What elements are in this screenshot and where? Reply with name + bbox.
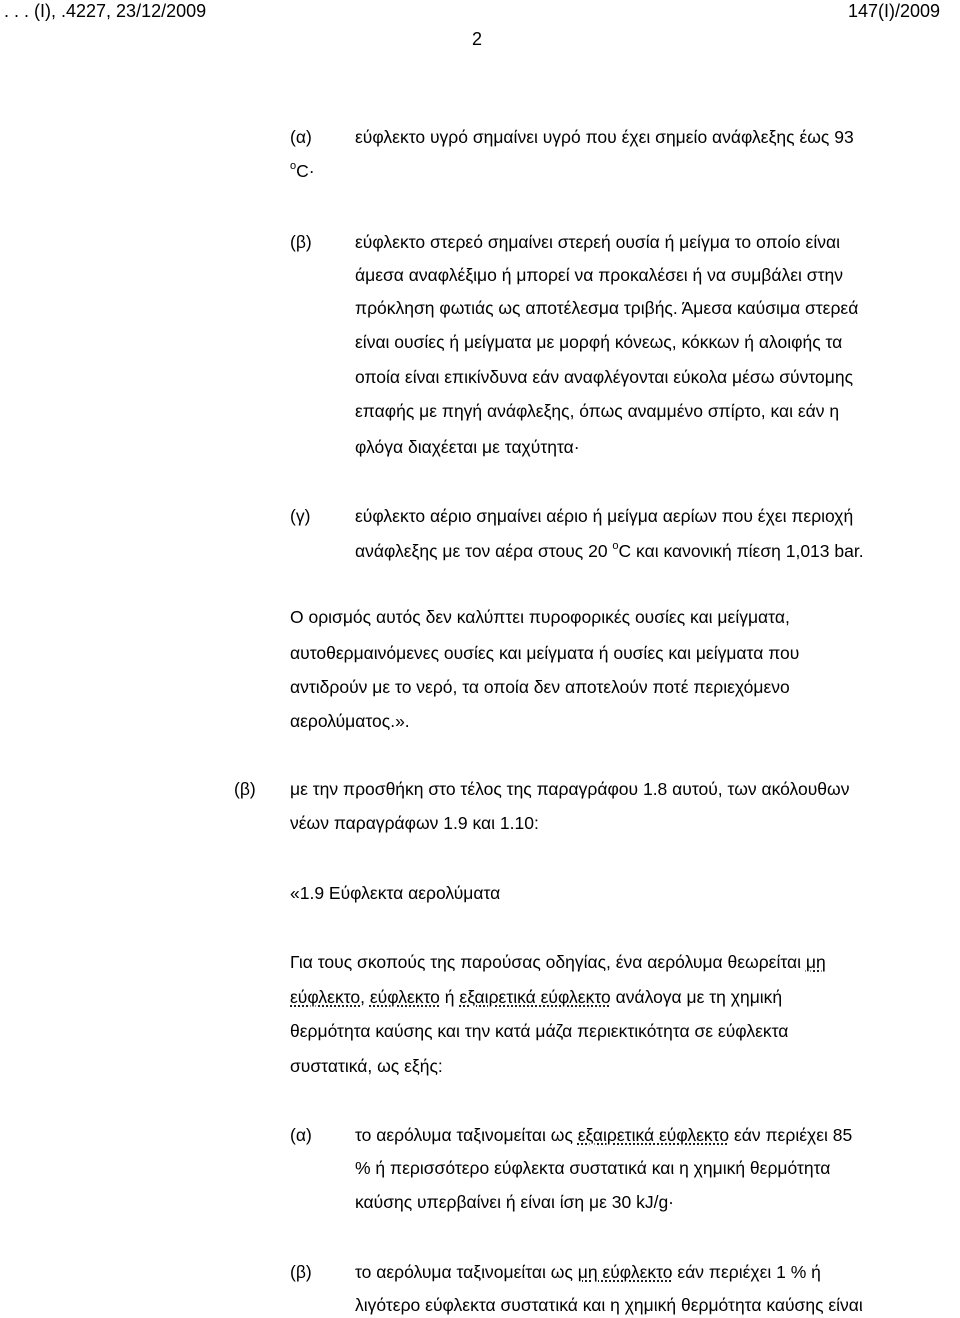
item-c-line2-post: C και κανονική πίεση 1,013 bar. — [618, 541, 864, 561]
term-non-flammable: μη — [805, 952, 826, 972]
item-c-line2 — [355, 540, 864, 562]
sub-b-label: (β) — [290, 1262, 312, 1282]
sub-a-text: εάν περιέχει 85 — [729, 1125, 853, 1145]
intro-line3: θερμότητα καύσης και την κατά μάζα περιεκτικότητα σε εύφλεκτα — [290, 1021, 789, 1041]
intro-text: , — [360, 987, 370, 1007]
term-flammable: εύφλεκτο — [369, 987, 440, 1007]
closing-line: Ο ορισμός αυτός δεν καλύπτει πυροφορικές ουσίες και μείγματα, — [290, 607, 790, 627]
degree-sup: o — [612, 540, 619, 552]
term-non-flammable-cont: εύφλεκτο — [290, 987, 361, 1007]
sub-a-label: (α) — [290, 1125, 312, 1145]
sub-b-line2: λιγότερο εύφλεκτα συστατικά και η χημική θερμότητα καύσης είναι — [355, 1295, 863, 1315]
sub-a-text: το αερόλυμα ταξινομείται ως — [355, 1125, 578, 1145]
sub-a-line1 — [355, 1124, 852, 1146]
item-b-line: είναι ουσίες ή μείγματα με μορφή κόνεως, κόκκων ή αλοιφής τα — [355, 332, 843, 352]
degree-sup: o — [290, 160, 297, 172]
closing-line: αερολύματος.». — [290, 711, 410, 731]
item-a-label: (α) — [290, 127, 312, 147]
term-non-flammable: μη εύφλεκτο — [577, 1262, 673, 1282]
sub-a-line3: καύσης υπερβαίνει ή είναι ίση με 30 kJ/g· — [355, 1192, 675, 1212]
item-b-line: πρόκληση φωτιάς ως αποτέλεσμα τριβής. Άμεσα καύσιμα στερεά — [355, 298, 859, 318]
item-c-label: (γ) — [290, 506, 311, 526]
intro-text: ή — [439, 987, 460, 1007]
closing-line: αντιδρούν με το νερό, τα οποία δεν αποτελούν ποτέ περιεχόμενο — [290, 677, 790, 697]
item-a-line2-text: C· — [296, 161, 315, 181]
item-b-line: εύφλεκτο στερεό σημαίνει στερεή ουσία ή μείγμα το οποίο είναι — [355, 232, 840, 252]
intro-line4: συστατικά, ως εξής: — [290, 1056, 443, 1076]
intro-line2 — [290, 986, 782, 1008]
section-heading: «1.9 Εύφλεκτα αερολύματα — [290, 883, 501, 903]
intro-text: ανάλογα με τη χημική — [610, 987, 783, 1007]
term-extremely-flammable: εξαιρετικά εύφλεκτο — [577, 1125, 730, 1145]
sub-a-line2: % ή περισσότερο εύφλεκτα συστατικά και η χημική θερμότητα — [355, 1158, 831, 1178]
item-b2-line: με την προσθήκη στο τέλος της παραγράφου 1.8 αυτού, των ακόλουθων — [290, 779, 850, 799]
item-c-line1: εύφλεκτο αέριο σημαίνει αέριο ή μείγμα αερίων που έχει περιοχή — [355, 506, 854, 526]
intro-line1 — [290, 951, 826, 973]
item-a-line2 — [290, 160, 315, 182]
item-a-line1: εύφλεκτο υγρό σημαίνει υγρό που έχει σημείο ανάφλεξης έως 93 — [355, 127, 854, 147]
item-b-label: (β) — [290, 232, 312, 252]
item-b-line: οποία είναι επικίνδυνα εάν αναφλέγονται εύκολα μέσω σύντομης — [355, 367, 854, 387]
sub-b-text: το αερόλυμα ταξινομείται ως — [355, 1262, 578, 1282]
sub-b-text: εάν περιέχει 1 % ή — [672, 1262, 821, 1282]
item-b-line: επαφής με πηγή ανάφλεξης, όπως αναμμένο σπίρτο, και εάν η — [355, 401, 840, 421]
item-b-line: φλόγα διαχέεται με ταχύτητα· — [355, 437, 580, 457]
intro-text: Για τους σκοπούς της παρούσας οδηγίας, ένα αερόλυμα θεωρείται — [290, 952, 806, 972]
item-b2-label: (β) — [234, 779, 256, 799]
term-extremely-flammable: εξαιρετικά εύφλεκτο — [459, 987, 611, 1007]
header-left: . . . (Ι), .4227, 23/12/2009 — [4, 1, 207, 21]
page-number: 2 — [472, 29, 483, 49]
closing-line: αυτοθερμαινόμενες ουσίες και μείγματα ή ουσίες και μείγματα που — [290, 643, 800, 663]
item-b-line: άμεσα αναφλέξιμο ή μπορεί να προκαλέσει ή να συμβάλει στην — [355, 265, 843, 285]
item-c-line2-pre: ανάφλεξης με τον αέρα στους 20 — [355, 541, 613, 561]
header-right: 147(I)/2009 — [848, 1, 941, 21]
item-b2-line: νέων παραγράφων 1.9 και 1.10: — [290, 813, 539, 833]
sub-b-line1 — [355, 1261, 821, 1283]
